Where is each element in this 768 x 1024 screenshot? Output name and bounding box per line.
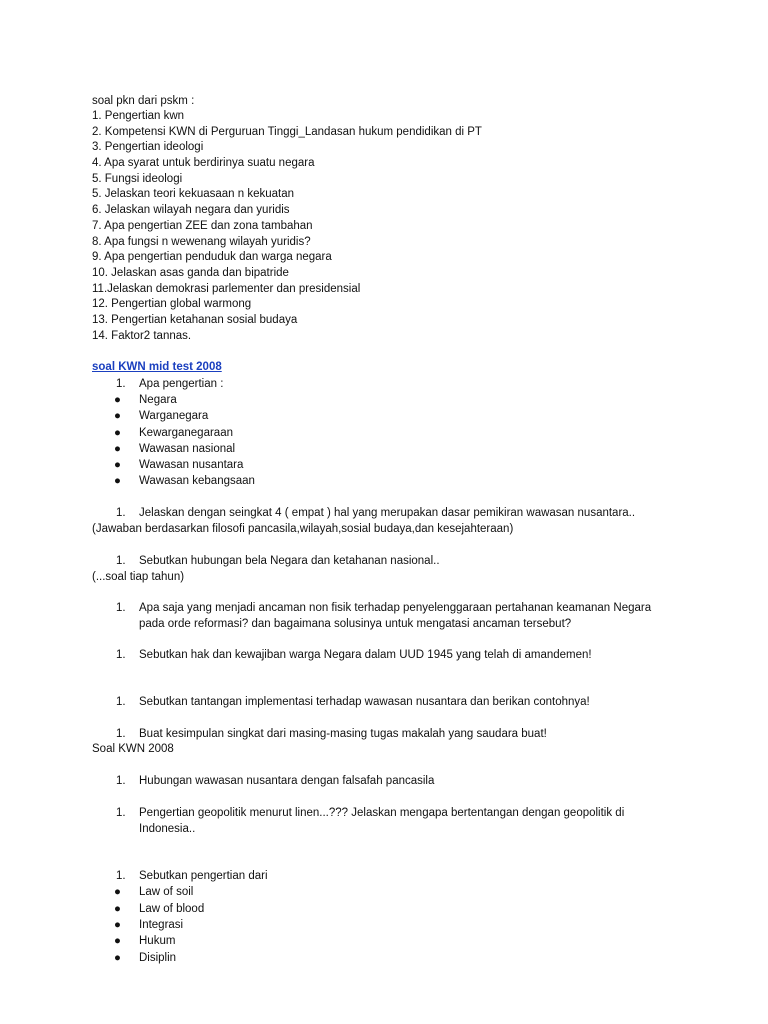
bullet-icon: ● — [114, 443, 121, 455]
list-item: 6. Jelaskan wilayah negara dan yuridis — [92, 204, 290, 216]
list-item: 11.Jelaskan demokrasi parlementer dan presidensial — [92, 283, 361, 295]
question-number: 1. — [116, 807, 126, 819]
question-text: Apa pengertian : — [139, 378, 224, 390]
list-item: Negara — [139, 394, 177, 406]
question-number: 1. — [116, 649, 126, 661]
question-text: Pengertian geopolitik menurut linen...??? Jelaskan mengapa bertentangan dengan geopolitik di — [139, 807, 625, 819]
list-item: 1. Pengertian kwn — [92, 110, 185, 122]
question-number: 1. — [116, 728, 126, 740]
list-item: 13. Pengertian ketahanan sosial budaya — [92, 314, 298, 326]
question-text: Buat kesimpulan singkat dari masing-masing tugas makalah yang saudara buat! — [139, 728, 547, 740]
bullet-icon: ● — [114, 410, 121, 422]
bullet-icon: ● — [114, 919, 121, 931]
list-item: 4. Apa syarat untuk berdirinya suatu negara — [92, 157, 315, 169]
list-item: Kewarganegaraan — [139, 427, 233, 439]
section-title: Soal KWN 2008 — [92, 743, 174, 755]
bullet-icon: ● — [114, 427, 121, 439]
list-item: Law of blood — [139, 903, 205, 915]
question-number: 1. — [116, 602, 126, 614]
question-number: 1. — [116, 507, 126, 519]
list-item: Wawasan kebangsaan — [139, 475, 255, 487]
list-item: Wawasan nasional — [139, 443, 236, 455]
list-item: 2. Kompetensi KWN di Perguruan Tinggi_Landasan hukum pendidikan di PT — [92, 126, 482, 138]
bullet-icon: ● — [114, 886, 121, 898]
list-item: 10. Jelaskan asas ganda dan bipatride — [92, 267, 289, 279]
question-note: (...soal tiap tahun) — [92, 571, 185, 583]
question-number: 1. — [116, 775, 126, 787]
bullet-icon: ● — [114, 935, 121, 947]
list-item: 5. Jelaskan teori kekuasaan n kekuatan — [92, 188, 295, 200]
question-number: 1. — [116, 378, 126, 390]
question-text: Sebutkan hubungan bela Negara dan ketahanan nasional.. — [139, 555, 440, 567]
question-number: 1. — [116, 870, 126, 882]
question-note: (Jawaban berdasarkan filosofi pancasila,wilayah,sosial budaya,dan kesejahteraan) — [92, 523, 514, 535]
document-header: soal pkn dari pskm : — [92, 95, 195, 107]
question-text: Jelaskan dengan seingkat 4 ( empat ) hal yang merupakan dasar pemikiran wawasan nusantara.. — [139, 507, 636, 519]
question-text: Sebutkan hak dan kewajiban warga Negara dalam UUD 1945 yang telah di amandemen! — [139, 649, 592, 661]
question-number: 1. — [116, 555, 126, 567]
list-item: Law of soil — [139, 886, 194, 898]
list-item: Integrasi — [139, 919, 184, 931]
list-item: 8. Apa fungsi n wewenang wilayah yuridis? — [92, 236, 311, 248]
question-number: 1. — [116, 696, 126, 708]
list-item: 12. Pengertian global warmong — [92, 298, 252, 310]
bullet-icon: ● — [114, 475, 121, 487]
bullet-icon: ● — [114, 952, 121, 964]
list-item: Warganegara — [139, 410, 209, 422]
question-text: Indonesia.. — [139, 823, 196, 835]
list-item: 5. Fungsi ideologi — [92, 173, 183, 185]
bullet-icon: ● — [114, 394, 121, 406]
list-item: Wawasan nusantara — [139, 459, 244, 471]
list-item: Hukum — [139, 935, 176, 947]
list-item: 14. Faktor2 tannas. — [92, 330, 192, 342]
list-item: 7. Apa pengertian ZEE dan zona tambahan — [92, 220, 313, 232]
question-text: Sebutkan pengertian dari — [139, 870, 268, 882]
mid-test-link[interactable]: soal KWN mid test 2008 — [92, 361, 222, 373]
question-text: Sebutkan tantangan implementasi terhadap wawasan nusantara dan berikan contohnya! — [139, 696, 590, 708]
list-item: 3. Pengertian ideologi — [92, 141, 204, 153]
list-item: 9. Apa pengertian penduduk dan warga negara — [92, 251, 332, 263]
question-text: Apa saja yang menjadi ancaman non fisik terhadap penyelenggaraan pertahanan keamanan Negara — [139, 602, 652, 614]
bullet-icon: ● — [114, 459, 121, 471]
question-text: pada orde reformasi? dan bagaimana solusinya untuk mengatasi ancaman tersebut? — [139, 618, 572, 630]
bullet-icon: ● — [114, 903, 121, 915]
question-text: Hubungan wawasan nusantara dengan falsafah pancasila — [139, 775, 435, 787]
list-item: Disiplin — [139, 952, 177, 964]
